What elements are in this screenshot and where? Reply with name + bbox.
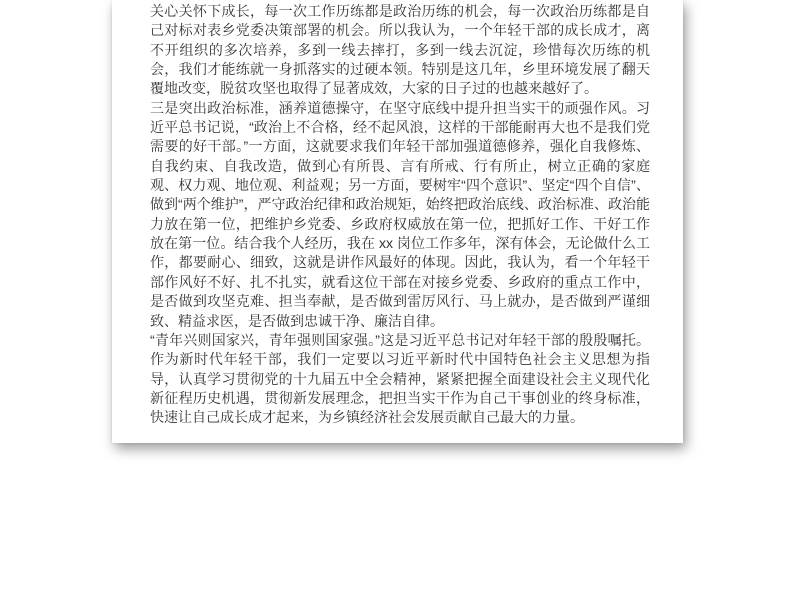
paragraph-closing-remarks: “青年兴则国家兴，青年强则国家强。”这是习近平总书记对年轻干部的殷殷嘱托。作为新时代年轻干部，我们一定要以习近平新时代中国特色社会主义思想为指导，认真学习贯彻党的十九届五中全会精神，紧紧把握全面建设社会主义现代化新征程历史机遇，贯彻新发展理念，把担当实干作为自己干事创业的终身标准，快速让自己成长成才起来，为乡镇经济社会发展贡献自己最大的力量。 (150, 331, 650, 426)
document-page[interactable] (112, 0, 683, 443)
paragraph-growth-continuation: 关心关怀下成长，每一次工作历练都是政治历练的机会，每一次政治历练都是自己对标对表乡党委决策部署的机会。所以我认为，一个年轻干部的成长成才，离不开组织的多次培养，多到一线去摔打，多到一线去沉淀，珍惜每次历练的机会，我们才能练就一身抓落实的过硬本领。特别是这几年，乡里环境发展了翻天覆地改变，脱贫攻坚也取得了显著成效，大家的日子过的也越来越好了。 (150, 3, 650, 97)
paragraph-political-standards: 三是突出政治标准，涵养道德操守，在坚守底线中提升担当实干的顽强作风。习近平总书记说，“政治上不合格，经不起风浪，这样的干部能耐再大也不是我们党需要的好干部。”一方面，这就要求我们年轻干部加强道德修养，强化自我修炼、自我约束、自我改造，做到心有所畏、言有所戒、行有所止，树立正确的家庭观、权力观、地位观、利益观；另一方面，要树牢“四个意识”、坚定“四个自信”、做到“两个维护”，严守政治纪律和政治规矩，始终把政治底线、政治标准、政治能力放在第一位，把维护乡党委、乡政府权威放在第一位，把抓好工作、干好工作放在第一位。结合我个人经历，我在 xx 岗位工作多年，深有体会，无论做什么工作，都要耐心、细致，这就是讲作风最好的体现。因此，我认为，看一个年轻干部作风好不好、扎不扎实，就看这位干部在对接乡党委、乡政府的重点工作中，是否做到攻坚克难、担当奉献，是否做到雷厉风行、马上就办，是否做到严谨细致、精益求医，是否做到忠诚干净、廉洁自律。 (150, 99, 650, 329)
